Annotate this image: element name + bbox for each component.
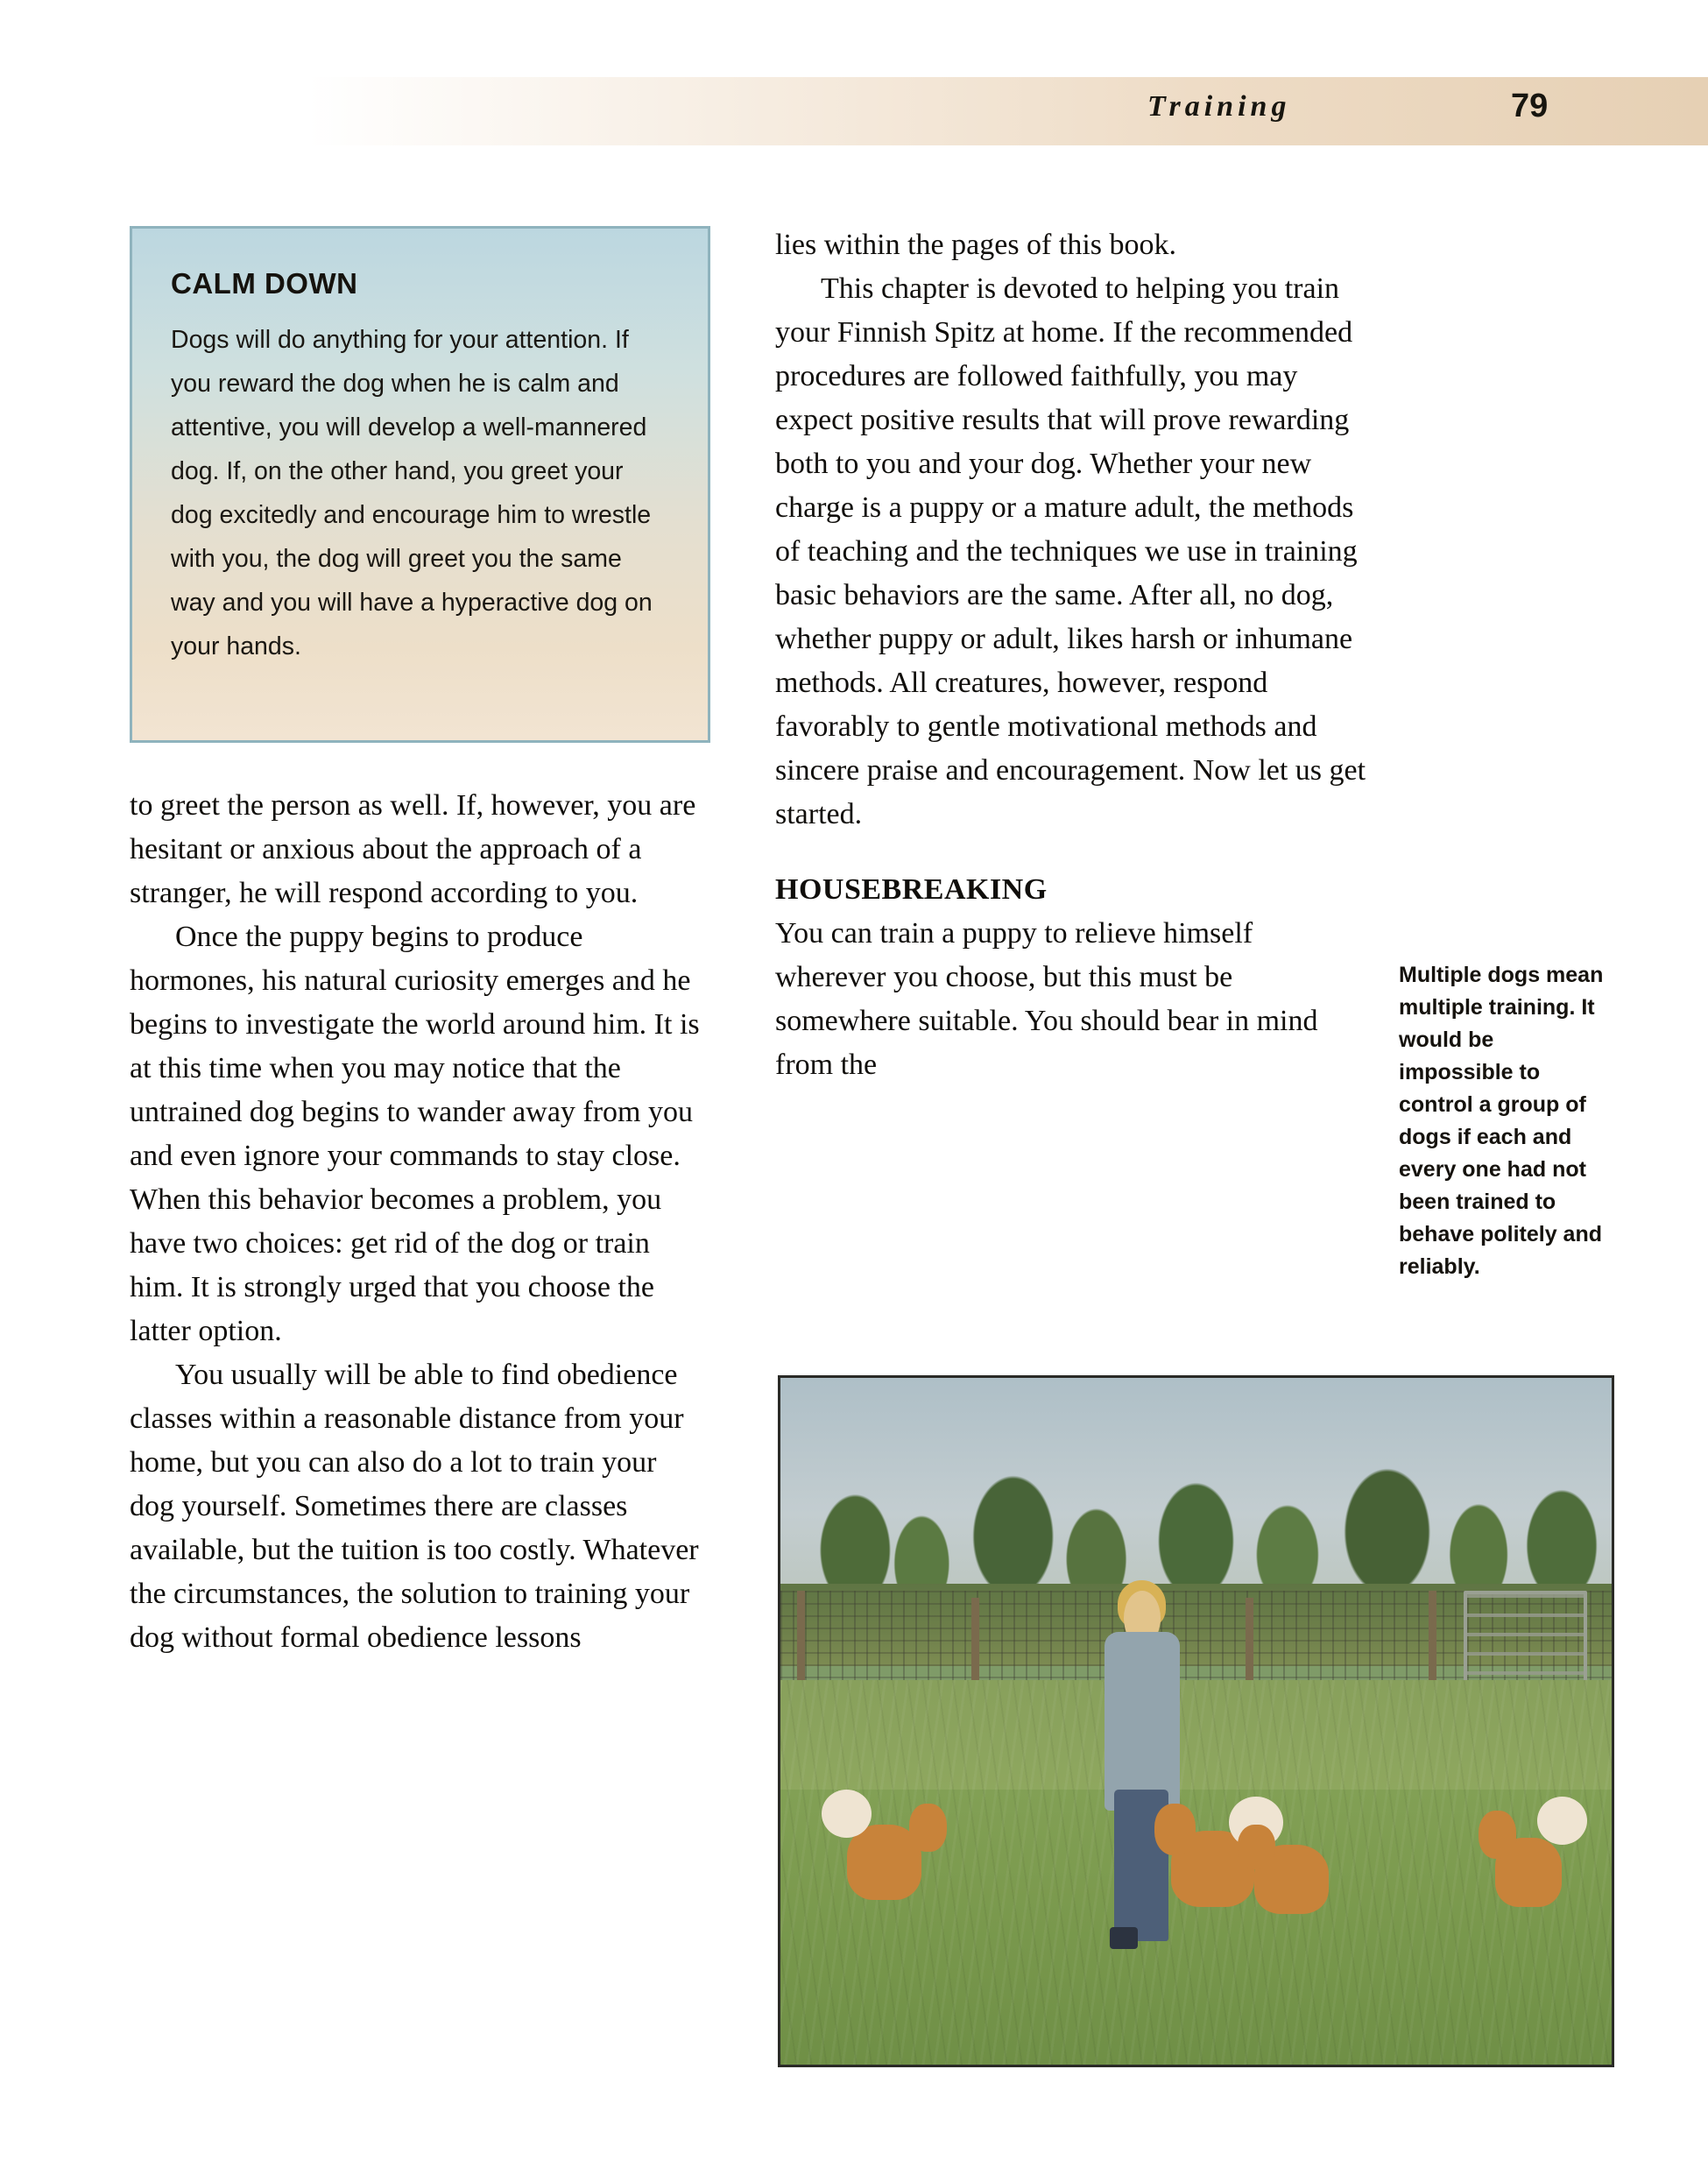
middle-paragraph-1: lies within the pages of this book. (775, 229, 1177, 261)
photo-person-shoe (1110, 1927, 1138, 1949)
left-column (130, 784, 708, 1660)
photo-dog-1-head (909, 1804, 947, 1852)
photo-dog-4-head (1479, 1811, 1516, 1859)
middle-column (775, 223, 1371, 1087)
middle-paragraph-2: This chapter is devoted to helping you train your Finnish Spitz at home. If the recommended procedures are followed faithfully, you may expect positive results that will prove rewarding both to you and your dog. Whether your new charge is a puppy or a mature adult, the methods of teaching and the techniques we use in training basic behaviors are the same. After all, no dog, whether puppy or adult, likes harsh or inhumane methods. All creatures, however, respond favorably to gentle motivational methods and sincere praise and encouragement. Now let us get started. (775, 272, 1366, 830)
calm-down-title: CALM DOWN (171, 267, 358, 300)
left-paragraph-3: You usually will be able to find obedience classes within a reasonable distance from your home, but you can also do a lot to train your dog yourself. Sometimes there are classes available, but the tuition is too costly. Whatever the circumstances, the solution to training your dog without formal obedience lessons (130, 1359, 699, 1654)
running-head-title: Training (1147, 90, 1291, 123)
photo-dog-3-head (1238, 1825, 1275, 1869)
photo-frame (778, 1375, 1614, 2067)
photo-person-jacket (1105, 1632, 1179, 1811)
page-number: 79 (1511, 88, 1549, 124)
middle-paragraph-3: You can train a puppy to relieve himself wherever you choose, but this must be somewhere suitable. You should bear in mind from the (775, 917, 1318, 1081)
photo-dog-2-head (1154, 1804, 1196, 1855)
calm-down-sidebar (130, 226, 710, 743)
section-heading-housebreaking: HOUSEBREAKING (775, 873, 1048, 906)
left-paragraph-2: Once the puppy begins to produce hormones, his natural curiosity emerges and he begins to investigate the world around him. It is at this time when you may notice that the untrained dog begins to wander away from you and even ignore your commands to stay close. When this behavior becomes a problem, you have two choices: get rid of the dog or train him. It is strongly urged that you choose the latter option. (130, 921, 700, 1347)
left-paragraph-1: to greet the person as well. If, however, you are hesitant or anxious about the approach of a stranger, he will respond according to you. (130, 789, 696, 909)
calm-down-text: Dogs will do anything for your attention. If you reward the dog when he is calm and attentive, you will develop a well-mannered dog. If, on the other hand, you greet your dog excitedly and encourage him to wrestle with you, the dog will greet you the same way and you will have a hyperactive dog on your hands. (171, 326, 653, 660)
photo-dogs-running (780, 1378, 1612, 2065)
margin-caption (1399, 959, 1609, 1283)
photo-dog-4-tail (1537, 1797, 1587, 1845)
running-head-band (0, 77, 1708, 145)
caption-text: Multiple dogs mean multiple training. It would be impossible to control a group of dogs if each and every one had not been trained to behave politely and reliably. (1399, 963, 1604, 1279)
